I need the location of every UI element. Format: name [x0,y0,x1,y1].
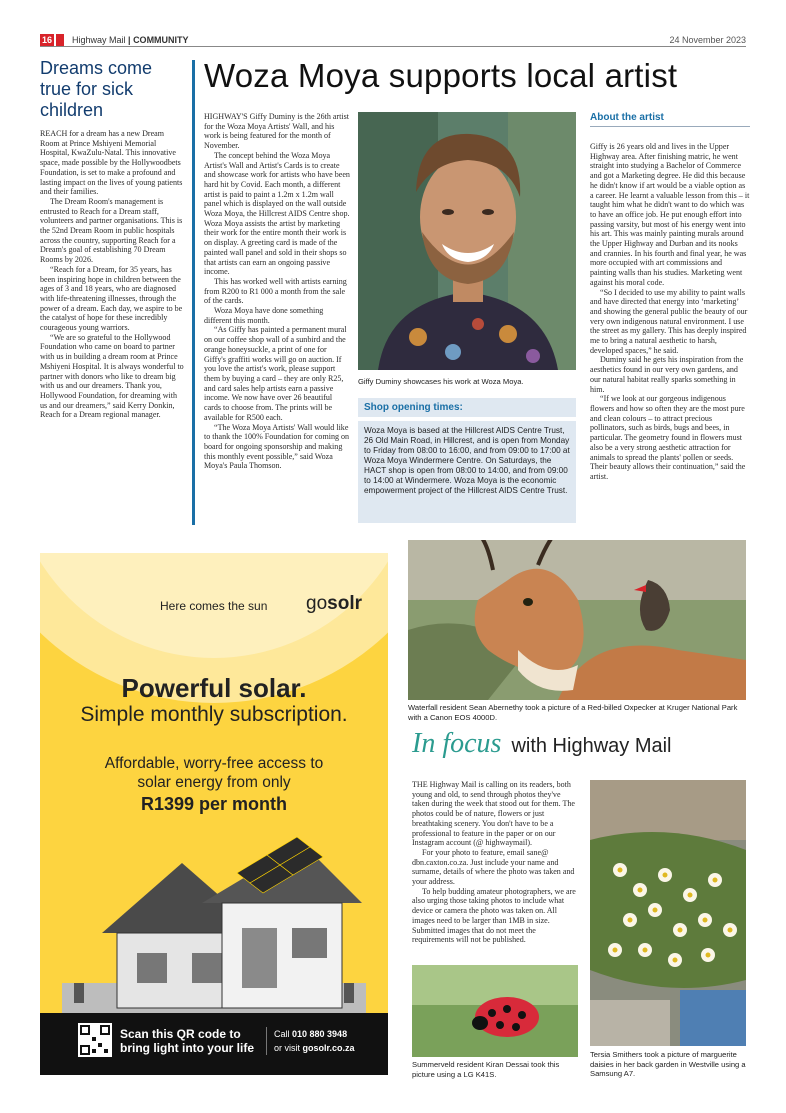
about-paragraph: “If we look at our gorgeous indigenous flowers and how so often they are the most pure and clean colours – to attract precious pollinators, such as birds, bugs and bees, in particular. The geometry found in flowers must also be a very strong aesthetic attraction for animals to spread the plants' pollen or seeds. Their beauty allows their continuation,” said the artist. [590,394,746,481]
gosolr-logo [306,593,362,615]
header-red-bar [56,34,64,46]
in-focus-paragraph: THE Highway Mail is calling on its readers, both young and old, to send through photos they've taken during the week that stood out for them. The photos could be of nature, flowers or just breathtaking scenery. You don't have to be a professional to feature in the paper or on our Instagram account (@ highwaymail). [412,780,575,848]
shop-times-body: Woza Moya is based at the Hillcrest AIDS Centre Trust, 26 Old Main Road, in Hillcrest, and is open from Monday to Friday from 08:00 to 16:00, and from 09:00 to 17:00 at Woza Moya Windermere Centre. On Saturdays, the HACT shop is open from 08:00 to 14:00, and from 09:00 to 14:00 at Windermere. Woza Moya is the economic empowerment project of the Hillcrest AIDS Centre Trust. [358,421,576,523]
logo-prefix: go [306,593,328,614]
impala-oxpecker-illustration [408,540,746,700]
in-focus-title-rest: with Highway Mail [511,735,672,757]
ad-tagline: Here comes the sun [160,599,268,613]
section-name: COMMUNITY [133,35,189,45]
in-focus-paragraph: For your photo to feature, email sane@ dbn.caxton.co.za. Just include your name and surname, details of where the photo was taken and your address. [412,847,575,887]
ad-offer-line-2: solar energy from only [137,774,291,791]
dreams-paragraph: “Reach for a Dream, for 35 years, has been inspiring hope in children between the ages of 3 and 18 years, who are diagnosed with life-threatening illnesses, through the power of a dream. Each day, we aspire to be the catalyst of hope for these incredibly courageous young warriors. [40,264,183,333]
ad-price: R1399 per month [140,794,288,814]
dreams-paragraph: The Dream Room's management is entrusted to Reach for a Dream staff, volunteers and partner organisations. This is the 52nd Dream Room in public hospitals across the country, supporting Reach for a Dream's goal of establishing 70 Dream Rooms by 2026. [40,196,183,265]
about-paragraph: “So I decided to use my ability to paint walls and have directed that energy into ‘marketing’ and showing the general public the beauty of our very own indigenous natural environment. I use the street as my gallery. This has deeply inspired me to bring a natural aesthetic to harsh, developed spaces,” he said. [590,287,748,355]
daisies-caption: Tersia Smithers took a picture of marguerite daisies in her back garden in Westville using a Samsung A7. [590,1050,746,1078]
in-focus-body [412,780,578,945]
page-number: 16 [41,35,52,45]
woza-paragraph: The concept behind the Woza Moya Artist's Wall and Artist's Cards is to create and showcase work for artists who have been hard hit by Covid. Each month, a different artist is paid to paint a 1.2m x 1.2m wall panel which is displayed on the wall outside Woza Moya, the Hillcrest AIDS Centre shop. Woza Moya assists the artist by marketing their work for the entire month their work is on display. A greeting card is made of the painted wall panel and sold in their shops so that artists can earn an ongoing passive income. [204,150,350,277]
section-label [72,35,189,45]
in-focus-heading [412,728,748,768]
ladybug-illustration [412,965,578,1057]
dreams-paragraph: “We are so grateful to the Hollywood Foundation who came on board to partner with us in building a dream room at Prince Mshiyeni Hospital. It is always wonderful to partner with donors who like to dream big with us and our dreamers. Thank you, Hollywood Foundation, for dreaming with us and our dreamers,” said Kerry Donkin, Reach for a Dream regional manager. [40,332,184,420]
daisies-photo [590,780,746,1046]
about-paragraph: Duminy said he gets his inspiration from the aesthetics found in our very own gardens, and our natural habitat really sparks something in him. [590,355,744,394]
artist-photo-caption: Giffy Duminy showcases his work at Woza Moya. [358,377,524,386]
gosolr-advertisement[interactable] [40,553,388,1075]
qr-line-2: bring light into your life [120,1041,254,1055]
about-paragraph: Giffy is 26 years old and lives in the Upper Highway area. After finishing matric, he went straight into studying a Bachelor of Commerce and got a Marketing degree. He did this because he didn't know if art would be a viable option as a career. He learnt a valuable lesson from this – it taught him what he didn't want to do which was to have an office job. He put enough effort into passing varsity, but most of his energy went into his art. This was mainly painting murals around the Upper Highway and Durban and its nooks and crannies. In his fourth and final year, he was more occupied with art commissions and painting walls than his studies. Marketing went against his moral code. [590,142,750,287]
issue-date: 24 November 2023 [669,35,746,45]
article-divider [192,60,195,525]
shop-times-title: Shop opening times: [358,398,576,417]
publication-name: Highway Mail [72,35,126,45]
qr-code-icon[interactable] [78,1023,112,1057]
qr-instructions [120,1027,254,1055]
ladybug-caption: Summerveld resident Kiran Dessai took this picture using a LG K41S. [412,1060,560,1079]
ad-headline-bold: Powerful solar. [121,673,307,703]
artist-portrait-illustration [358,112,576,370]
woza-paragraph: This has worked well with artists earning from R200 to R1 000 a month from the sale of the cards. [204,276,347,306]
woza-paragraph: HIGHWAY'S Giffy Duminy is the 26th artist for the Woza Moya Artists' Wall, and his work is being featured for the month of November. [204,112,349,151]
footer-divider [266,1027,267,1055]
impala-caption: Waterfall resident Sean Abernethy took a picture of a Red-billed Oxpecker at Kruger National Park with a Canon EOS 4000D. [408,703,738,722]
daisies-illustration [590,780,746,1046]
dreams-headline: Dreams come true for sick children [40,58,153,120]
ladybug-photo [412,965,578,1057]
website-link[interactable]: gosolr.co.za [302,1043,355,1053]
in-focus-paragraph: To help budding amateur photographers, we are also urging those taking photos to include what device or camera the photo was taken on. All images need to be larger than 1MB in size. Submitted images that do not meet the requirements will not be published. [412,886,576,945]
about-artist-body [590,142,750,482]
qr-footer [40,1013,388,1075]
house-illustration [62,833,366,1013]
about-artist-title: About the artist [590,112,750,127]
visit-prefix: or visit [274,1043,303,1053]
call-prefix: Call [274,1029,293,1039]
qr-line-1: Scan this QR code to [120,1027,241,1041]
shop-times-box [358,398,576,523]
logo-suffix: solr [327,593,362,614]
woza-paragraph: “The Woza Moya Artists' Wall would like to thank the 100% Foundation for coming on board for ongoing sponsorship and making this monthly event possible,” said Woza Moya's Paula Thomson. [204,422,350,471]
dreams-article-body [40,129,184,420]
impala-photo [408,540,746,700]
dreams-paragraph: REACH for a dream has a new Dream Room at Prince Mshiyeni Memorial Hospital, KwaZulu-Natal. This innovative space, made possible by the Hollywoodbets Foundation, is set to make a profound and lasting impact on the lives of young patients and their families. [40,129,183,197]
header-rule [40,46,746,47]
woza-article-body [204,112,350,471]
ad-offer-line-1: Affordable, worry-free access to [104,755,324,772]
woza-paragraph: Woza Moya have done something different this month. [204,306,324,325]
artist-photo [358,112,576,370]
woza-moya-headline: Woza Moya supports local artist [204,57,678,94]
ad-headline-light: Simple monthly subscription. [80,703,348,726]
contact-info [274,1027,355,1055]
woza-paragraph: “As Giffy has painted a permanent mural on our coffee shop wall of a sunbird and the orange honeysuckle, a print of one for Giffy's graffiti works will go on auction. If you love the artist's work, please support them by buying a card – they are only R25, and card sales help artists earn a passive income. We now have over 26 beautiful cards to choose from. The prints will be available for R500 each. [204,325,347,422]
separator: | [125,35,134,45]
in-focus-script-title: In focus [412,728,502,759]
phone-number[interactable]: 010 880 3948 [292,1029,348,1039]
